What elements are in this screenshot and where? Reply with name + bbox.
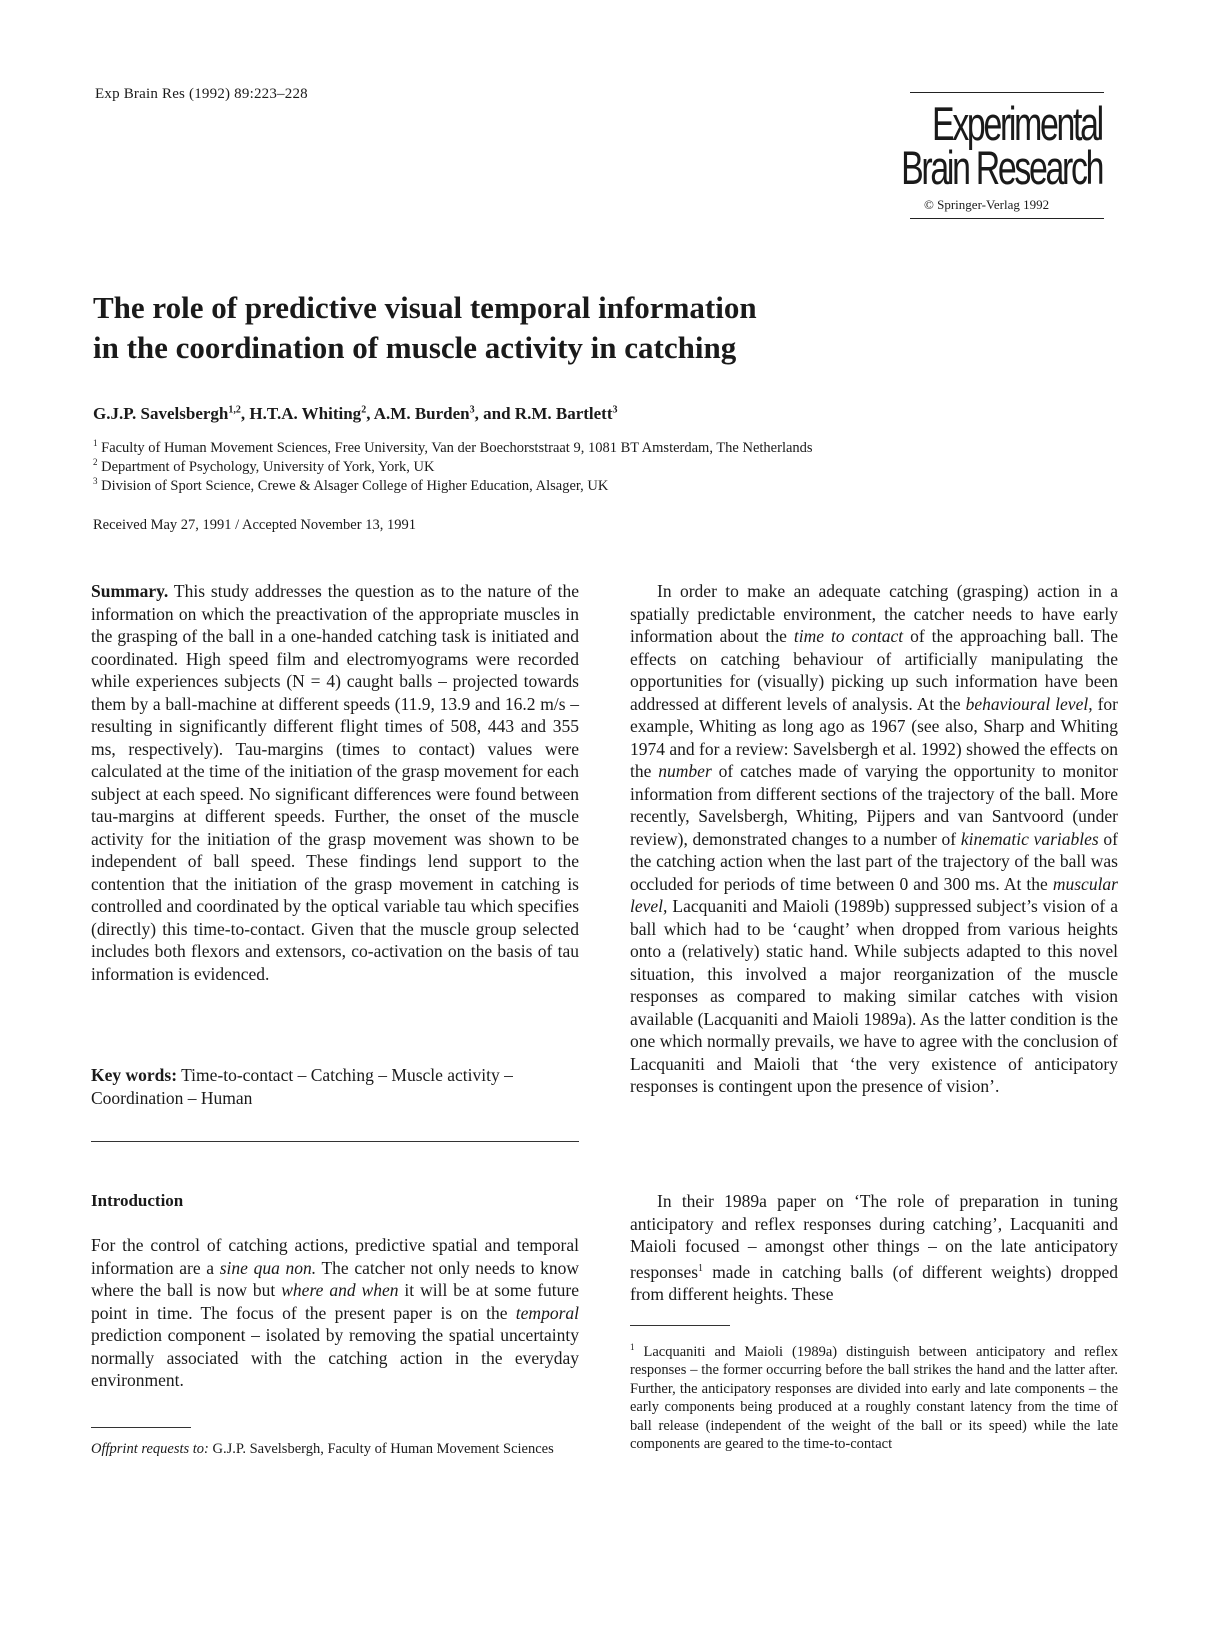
journal-name-line2: Brain Research [901,141,1102,194]
body-paragraph-1 [630,580,1118,1098]
author-name: H.T.A. Whiting [249,404,362,423]
journal-name-line1: Experimental [932,97,1102,150]
footnote-text: Lacquaniti and Maioli (1989a) distinguish between anticipatory and reflex responses – the former occurring before the ball strikes the hand and the latter after. Further, the anticipatory responses are divided into early and late components – the early components being produced at a roughly constant latency from the time of ball release (independent of the weight of the ball or its speed) while the late components are geared to the time-to-contact [630,1343,1118,1453]
summary-label: Summary. [91,581,169,601]
logo-top-rule [910,92,1104,93]
offprint-label: Offprint requests to: [91,1441,209,1457]
summary-text: This study addresses the question as to the nature of the information on which the preactivation of the appropriate muscles in the grasping of the ball in a one-handed catching task is initiated and coordinated. High speed film and electromyograms were recorded while experiences subjects (N = 4) caught balls – projected towards them by a ball-machine at different speeds (11.9, 13.9 and 16.2 m/s – resulting in significantly different flight times of 508, 443 and 355 ms, respectively). Tau-margins (times to contact) values were calculated at the time of the initiation of the grasp movement for each subject at each speed. No significant differences were found between tau-margins at different speeds. Further, the onset of the muscle activity for the initiation of the grasp movement was shown to be independent of ball speed. These findings lend support to the contention that the initiation of the grasp movement in catching is controlled and coordinated by the optical variable tau which specifies (directly) this time-to-contact. Given that the muscle group selected includes both flexors and extensors, co-activation on the basis of tau information is evidenced. [91,581,579,984]
author-list [93,404,618,424]
keywords-text: Time-to-contact – Catching – Muscle activity – Coordination – Human [91,1065,513,1108]
italic-run: sine qua non. [219,1257,317,1278]
text-run: For the control of catching actions, predictive spatial and temporal information are a [91,1235,579,1278]
author-name: A.M. Burden [373,404,470,423]
italic-run: temporal [515,1302,579,1323]
affiliation-text: Faculty of Human Movement Sciences, Free University, Van der Boechorststraat 9, 1081 BT Amsterdam, The Netherlands [101,439,813,456]
author-affiliation-mark: 1,2 [228,404,241,416]
affiliation-mark: 3 [93,476,98,486]
logo-bottom-rule [910,218,1104,219]
affiliation-mark: 1 [93,438,98,448]
italic-run: number [658,761,712,781]
text-run: of the approaching ball. The effects on catching behaviour of artificially manipulating the opportunities for (visually) picking up such information have been addressed at different levels of analysis. At the [630,626,1118,714]
italic-run: muscular level, [630,873,1118,916]
summary-section [91,580,579,985]
received-dates: Received May 27, 1991 / Accepted November 13, 1991 [93,517,416,533]
journal-logo [901,92,1104,218]
text-run: prediction component – isolated by removing the spatial uncertainty normally associated with the catching action in the everyday environment. [91,1325,579,1390]
copyright-notice: © Springer-Verlag 1992 [924,197,1050,212]
text-run: In order to make an adequate catching (grasping) action in a spatially predictable environment, the catcher needs to have early information about the [630,581,1118,646]
text-run: it will be at some future point in time. The focus of the present paper is on the [91,1280,579,1323]
affiliation-text: Division of Sport Science, Crewe & Alsager College of Higher Education, Alsager, UK [101,477,609,494]
footnote-rule [630,1325,730,1326]
text-run: made in catching balls (of different weights) dropped from different heights. These [630,1261,1118,1304]
text-run: Lacquaniti and Maioli (1989b) suppressed subject’s vision of a ball which had to be ‘caught’ when dropped from various heights onto a (relatively) static hand. While subjects adapted to this novel situation, this involved a major reorganization of the muscle responses as compared to making similar catches with vision available (Lacquaniti and Maioli 1989a). As the latter condition is the one which normally prevails, we have to agree with the conclusion of Lacquaniti and Maioli that ‘the very existence of anticipatory responses is contingent upon the presence of vision’. [630,896,1118,1096]
affiliation [93,476,608,495]
affiliation [93,457,434,476]
keywords-label: Key words: [91,1065,178,1085]
title-line-2: in the coordination of muscle activity in catching [93,330,737,365]
footnote-rule [91,1427,191,1428]
text-run: of the catching action when the last part of the trajectory of the ball was occluded for periods of time between 0 and 300 ms. At the [630,828,1119,894]
text-run: The catcher not only needs to know where the ball is now but [91,1257,579,1300]
italic-run: kinematic variables [960,828,1099,849]
introduction-paragraph [91,1234,579,1392]
footnote-mark: 1 [630,1342,635,1352]
author-separator: , [240,404,250,423]
author-affiliation-mark: 2 [361,404,367,416]
author-affiliation-mark: 3 [469,404,475,416]
italic-run: where and when [281,1280,399,1300]
footnote [630,1338,1118,1454]
text-run: of catches made of varying the opportunity to monitor information from different sections of the trajectory of the ball. More recently, Savelsbergh, Whiting, Pijpers and van Santvoord (under review), demonstrated changes to a number of [630,761,1118,849]
affiliation [93,438,813,457]
introduction-heading: Introduction [91,1191,184,1210]
author-affiliation-mark: 3 [612,404,618,416]
text-run: for example, Whiting as long ago as 1967 (see also, Sharp and Whiting 1974 and for a review: Savelsbergh et al. 1992) showed the effects on the [630,693,1118,781]
offprint-request [91,1440,579,1458]
text-run: In their 1989a paper on ‘The role of preparation in tuning anticipatory and reflex responses during catching’, Lacquaniti and Maioli focused – amongst other things – on the late anticipatory responses [630,1191,1118,1282]
keywords-section [91,1064,579,1109]
body-paragraph-2 [630,1190,1118,1305]
author-separator: , [366,404,374,423]
italic-run: time to contact [793,626,904,646]
affiliation-text: Department of Psychology, University of York, York, UK [101,458,435,475]
author-name: R.M. Bartlett [514,404,613,423]
journal-citation: Exp Brain Res (1992) 89:223–228 [95,86,308,102]
footnote-marker: 1 [698,1262,704,1274]
title-line-1: The role of predictive visual temporal information [93,290,757,325]
author-name: G.J.P. Savelsbergh [93,404,229,423]
offprint-text: G.J.P. Savelsbergh, Faculty of Human Movement Sciences [208,1441,554,1457]
article-title [93,288,993,368]
author-separator: , and [474,404,515,423]
italic-run: behavioural level, [965,693,1093,714]
section-divider [91,1141,579,1142]
affiliation-mark: 2 [93,457,98,467]
